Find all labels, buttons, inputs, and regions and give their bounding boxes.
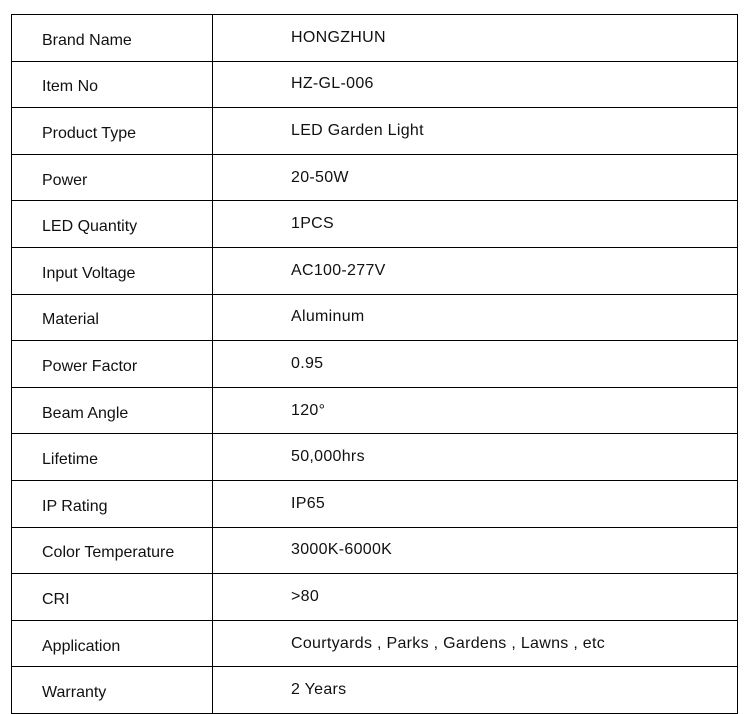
table-row [12, 294, 738, 341]
spec-value: HZ-GL-006 [213, 61, 738, 108]
spec-label: Beam Angle [12, 387, 213, 434]
spec-label: Input Voltage [12, 247, 213, 294]
spec-value: LED Garden Light [213, 108, 738, 155]
table-row [12, 15, 738, 62]
table-row [12, 387, 738, 434]
spec-label: Color Temperature [12, 527, 213, 574]
table-row [12, 154, 738, 201]
spec-value: 3000K-6000K [213, 527, 738, 574]
spec-label: Material [12, 294, 213, 341]
table-row [12, 667, 738, 714]
spec-value: 2 Years [213, 667, 738, 714]
spec-label: Brand Name [12, 15, 213, 62]
spec-value: AC100-277V [213, 247, 738, 294]
spec-value: 120° [213, 387, 738, 434]
spec-value: >80 [213, 574, 738, 621]
table-row [12, 247, 738, 294]
spec-value: 0.95 [213, 341, 738, 388]
spec-label: LED Quantity [12, 201, 213, 248]
spec-value: 20-50W [213, 154, 738, 201]
table-row [12, 620, 738, 667]
table-row [12, 574, 738, 621]
spec-label: CRI [12, 574, 213, 621]
table-row [12, 480, 738, 527]
spec-label: Power Factor [12, 341, 213, 388]
table-row [12, 527, 738, 574]
table-row [12, 61, 738, 108]
spec-label: Product Type [12, 108, 213, 155]
spec-value: IP65 [213, 480, 738, 527]
spec-value: 50,000hrs [213, 434, 738, 481]
spec-label: Lifetime [12, 434, 213, 481]
table-row [12, 341, 738, 388]
spec-value: 1PCS [213, 201, 738, 248]
spec-value: HONGZHUN [213, 15, 738, 62]
table-row [12, 434, 738, 481]
spec-label: IP Rating [12, 480, 213, 527]
spec-value: Aluminum [213, 294, 738, 341]
table-row [12, 201, 738, 248]
spec-table [11, 14, 738, 714]
table-row [12, 108, 738, 155]
spec-label: Item No [12, 61, 213, 108]
spec-label: Warranty [12, 667, 213, 714]
spec-value: Courtyards , Parks , Gardens , Lawns , etc [213, 620, 738, 667]
spec-label: Power [12, 154, 213, 201]
spec-label: Application [12, 620, 213, 667]
